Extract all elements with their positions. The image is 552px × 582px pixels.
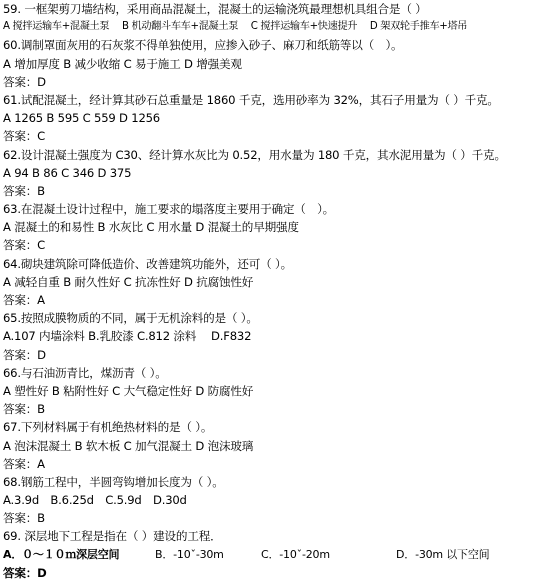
question-answer: 答案：B: [3, 402, 45, 417]
question-stem: 65.按照成膜物质的不同，属于无机涂料的是（ ）。: [3, 311, 258, 326]
question-answer: 答案：D: [3, 347, 46, 362]
question-stem: 61.试配混凝土，经计算其砂石总重量是 1860 千克，选用砂率为 32%，其石子用量为（ ）千克。: [3, 92, 499, 107]
option-a: A．０～１０ｍ深层空间: [3, 547, 120, 561]
question-options: A 增加厚度 B 减少收缩 C 易于施工 D 增强美观: [3, 56, 242, 71]
question-options: A.3.9d B.6.25d C.5.9d D.30d: [3, 493, 187, 508]
option-b: B．-10ˇ-30m: [155, 547, 224, 561]
question-answer: 答案：B: [3, 183, 45, 198]
option-d: D．-30m 以下空间: [396, 547, 490, 561]
question-options: A.107 内墙涂料 B.乳胶漆 C.812 涂料 D.F832: [3, 329, 252, 344]
question-stem: 67.下列材料属于有机绝热材料的是（ ）。: [3, 420, 213, 435]
question-stem: 59. 一框架剪刀墙结构，采用商品混凝土，混凝土的运输浇筑最理想机具组合是（ ）: [3, 2, 427, 16]
question-document: [3, 0, 549, 582]
question-answer: 答案：A: [3, 293, 45, 307]
question-options: A 混凝土的和易性 B 水灰比 C 用水量 D 混凝土的早期强度: [3, 220, 299, 235]
question-stem: 69. 深层地下工程是指在（ ）建设的工程．: [3, 529, 222, 544]
question-answer: 答案：D: [3, 565, 47, 580]
question-answer: 答案：B: [3, 511, 45, 526]
question-options: [3, 546, 549, 564]
question-stem: 60.调制罩面灰用的石灰浆不得单独使用，应掺入砂子、麻刀和纸筋等以（ ）。: [3, 38, 403, 53]
question-stem: 68.钢筋工程中，半圆弯钩增加长度为（ ）。: [3, 474, 224, 489]
question-stem: 63.在混凝土设计过程中，施工要求的塌落度主要用于确定（ ）。: [3, 202, 335, 217]
question-options: A 减轻自重 B 耐久性好 C 抗冻性好 D 抗腐蚀性好: [3, 274, 254, 289]
option-c: C．-10ˇ-20m: [261, 547, 330, 561]
question-stem: 64.砌块建筑除可降低造价、改善建筑功能外，还可（ ）。: [3, 256, 292, 271]
question-options: A 塑性好 B 粘附性好 C 大气稳定性好 D 防腐性好: [3, 383, 254, 398]
question-answer: 答案：C: [3, 129, 46, 144]
question-stem: 66.与石油沥青比，煤沥青（ ）。: [3, 365, 167, 380]
question-answer: 答案：C: [3, 238, 46, 253]
question-options: A 1265 B 595 C 559 D 1256: [3, 111, 160, 126]
question-answer: 答案：D: [3, 74, 46, 89]
question-stem: 62.设计混凝土强度为 C30、经计算水灰比为 0.52，用水量为 180 千克，其水泥用量为（ ）千克。: [3, 147, 506, 162]
question-answer: 答案：A: [3, 456, 45, 471]
question-options: A 泡沫混凝土 B 软木板 C 加气混凝土 D 泡沫玻璃: [3, 438, 254, 453]
question-options: A 94 B 86 C 346 D 375: [3, 165, 132, 180]
question-options: A 搅拌运输车+混凝土泵 B 机动翻斗车车+混凝土泵 C 搅拌运输车+快速提升 D 架双轮手推车+塔吊: [3, 21, 468, 33]
